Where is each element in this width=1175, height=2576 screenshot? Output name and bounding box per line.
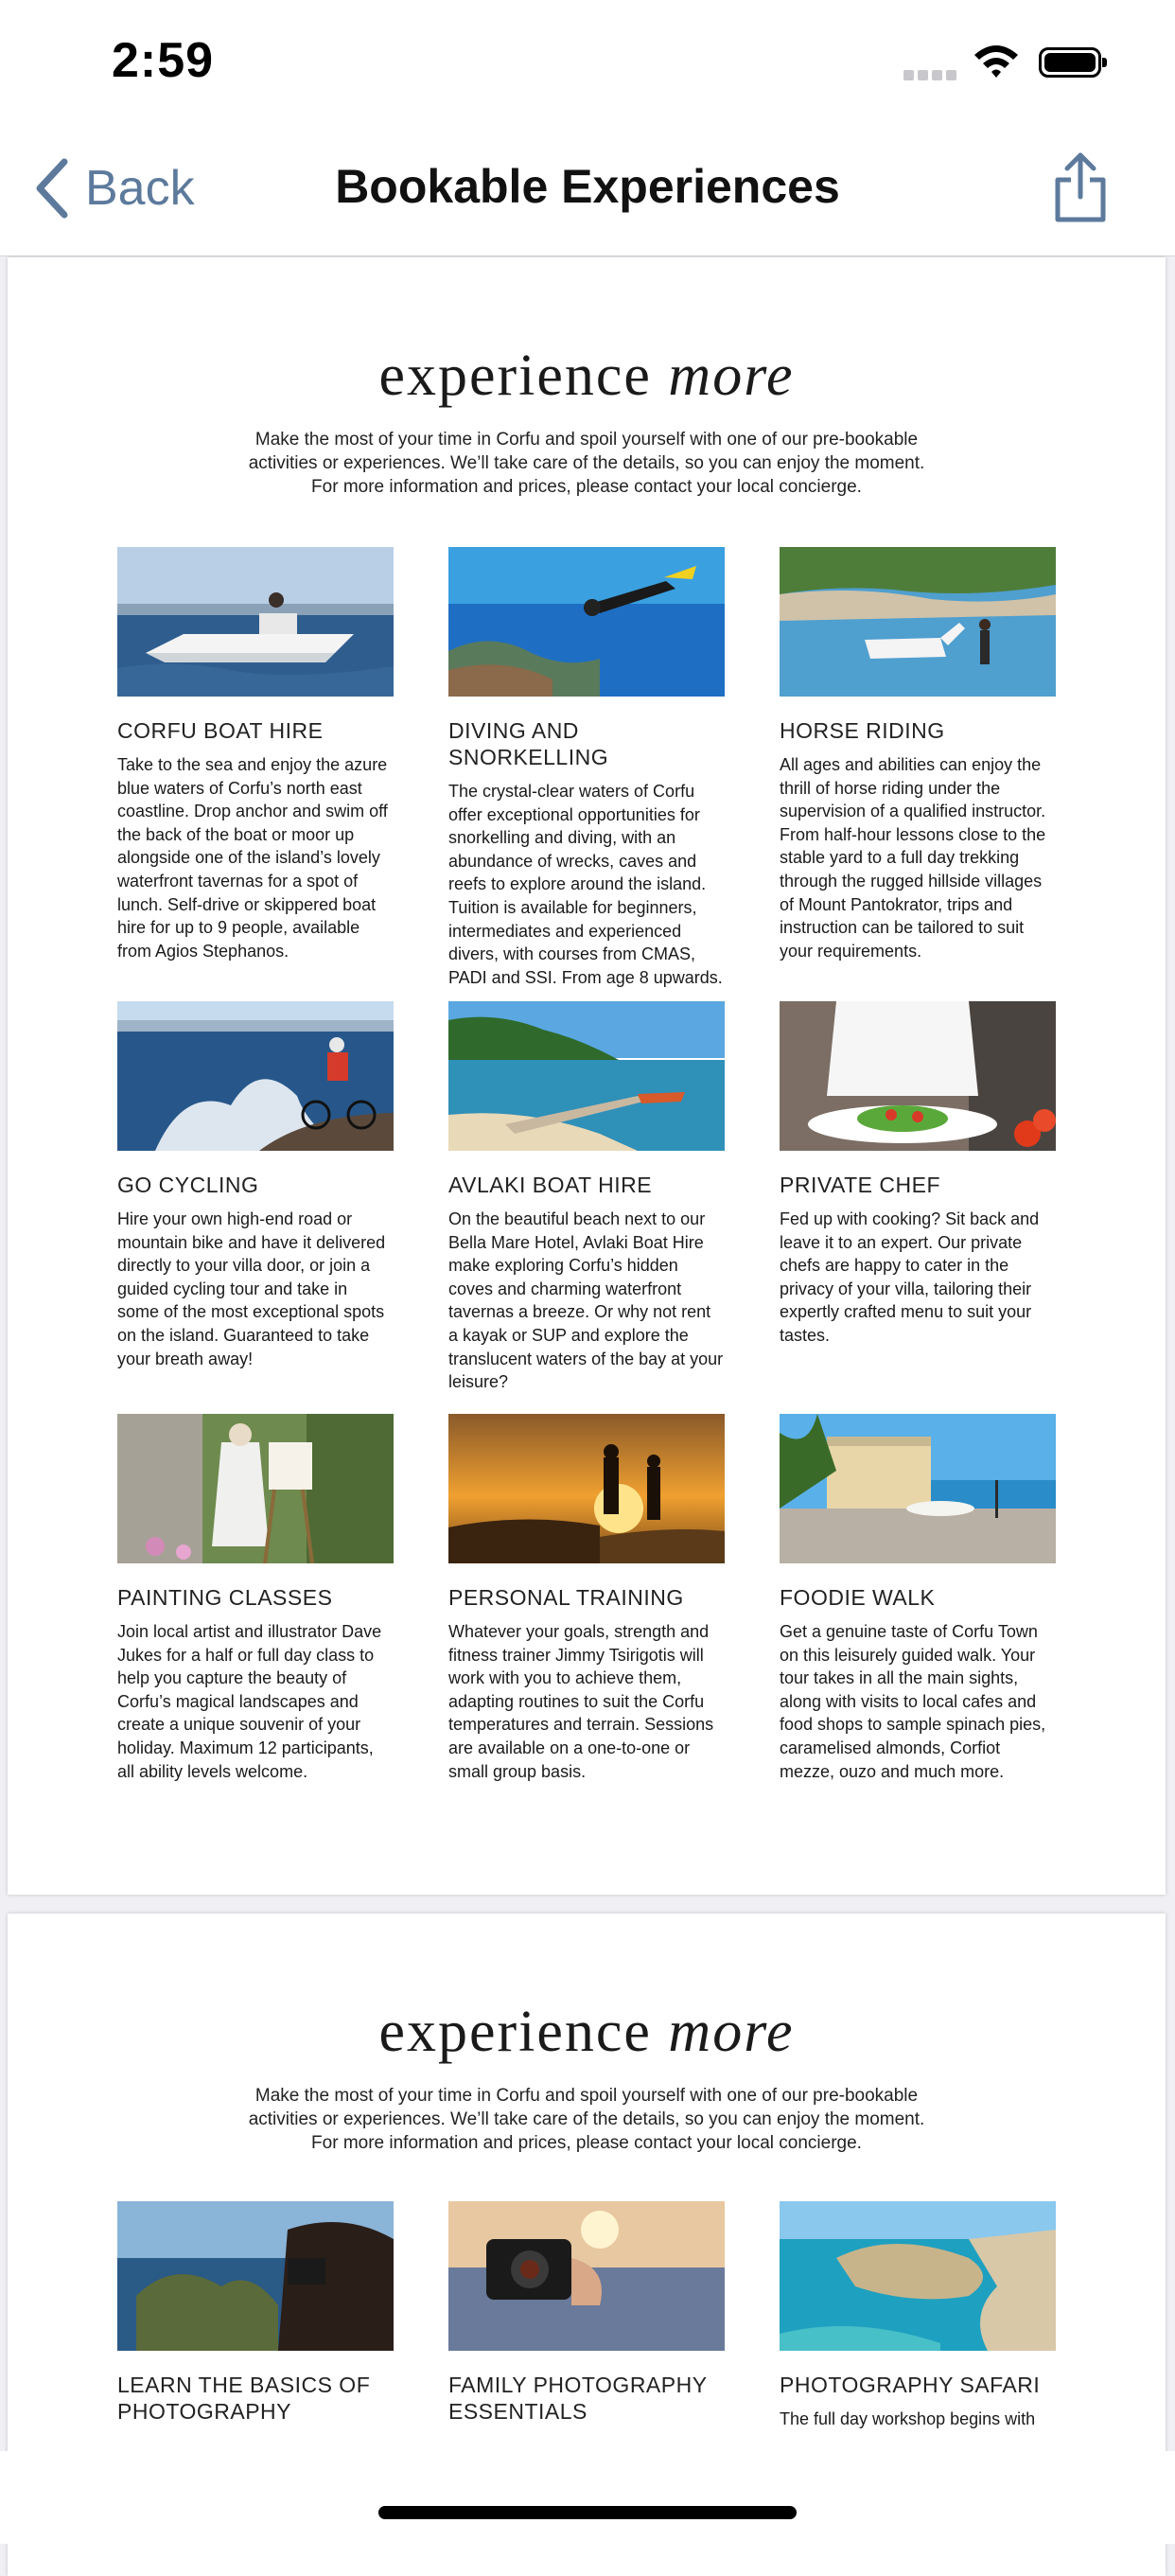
card-title: PHOTOGRAPHY SAFARI [780, 2373, 1041, 2397]
boat-jetty-photo [448, 1001, 725, 1151]
experience-card[interactable] [780, 1414, 1056, 1783]
experience-card[interactable] [780, 2201, 1056, 2431]
experience-card[interactable] [448, 547, 725, 989]
experience-card[interactable] [780, 547, 1056, 962]
card-description: All ages and abilities can enjoy the thrill of horse riding under the supervision of a qualified instructor. From half-hour lessons close to the stable yard to a full day trekking through the rugged hillside villages of Mount Pantokrator, trips and instruction can be tailored to suit your requirements. [780, 755, 1046, 961]
card-title: PERSONAL TRAINING [448, 1585, 684, 1610]
bottom-safe-area [0, 2451, 1175, 2544]
heading-regular: experience [378, 2000, 652, 2064]
card-description: The full day workshop begins with [780, 2409, 1036, 2428]
experience-card[interactable] [117, 1414, 394, 1783]
heading-italic: more [668, 344, 795, 408]
card-title: HORSE RIDING [780, 718, 945, 743]
card-description: The crystal-clear waters of Corfu offer exceptional opportunities for snorkelling and diving, with an abundance of wrecks, caves and reefs to explore around the island. Tuition is available for beginners, intermediates and experienced divers, with courses from CMAS, PADI and SSI. From age 8 upwards. [448, 782, 723, 987]
heading-italic: more [668, 2000, 795, 2064]
card-description: Fed up with cooking? Sit back and leave it to an expert. Our private chefs are happy to cater in the privacy of your villa, tailoring their expertly crafted menu to suit your tastes. [780, 1209, 1040, 1345]
card-description: Hire your own high-end road or mountain bike and have it delivered directly to your villa door, or join a guided cycling tour and take in some of the most exceptional spots on the island. Guaranteed to take your breath away! [117, 1209, 386, 1368]
intro-line: For more information and prices, please contact your local concierge. [311, 2133, 862, 2153]
cellular-signal-icon [903, 68, 960, 85]
card-title: DIVING AND SNORKELLING [448, 718, 609, 769]
page-title: Bookable Experiences [335, 160, 840, 213]
diving-photo [448, 547, 725, 697]
experience-card[interactable] [117, 1001, 394, 1370]
card-description: Get a genuine taste of Corfu Town on this leisurely guided walk. Your tour takes in all the main sights, along with visits to local cafes and food shops to sample spinach pies, caramelised almonds, Corfiot mezze, ouzo and much more. [780, 1622, 1046, 1781]
page-heading [8, 1999, 1166, 2066]
card-title: PAINTING CLASSES [117, 1585, 333, 1610]
experience-card[interactable] [448, 2201, 725, 2425]
home-indicator[interactable] [378, 2506, 797, 2519]
experience-card[interactable] [780, 1001, 1056, 1348]
painting-photo [117, 1414, 394, 1563]
card-title: FAMILY PHOTOGRAPHY ESSENTIALS [448, 2373, 708, 2424]
intro-line: For more information and prices, please contact your local concierge. [311, 477, 862, 497]
intro-text [197, 428, 976, 499]
intro-line: Make the most of your time in Corfu and spoil yourself with one of our pre-bookable [254, 430, 919, 450]
card-title: AVLAKI BOAT HIRE [448, 1173, 653, 1197]
experience-card[interactable] [117, 2201, 394, 2425]
corfu-town-photo [780, 1414, 1056, 1563]
card-description: On the beautiful beach next to our Bella Mare Hotel, Avlaki Boat Hire make exploring Corfu’s hidden coves and charming waterfront tavernas a breeze. Or why not rent a kayak or SUP and explore the translucent waters of the bay at your leisure? [448, 1209, 724, 1392]
page-heading [8, 343, 1166, 410]
navigation-bar [0, 123, 1175, 256]
card-description: Take to the sea and enjoy the azure blue waters of Corfu’s north east coastline. Drop anchor and swim off the back of the boat or moor up alongside one of the island’s lovely waterfront tavernas for a spot of lunch. Self-drive or skippered boat hire for up to 9 people, available from Agios Stephanos. [117, 755, 388, 961]
brochure-page-1 [8, 257, 1166, 1895]
photography-basics-photo [117, 2201, 394, 2351]
status-bar [0, 0, 1175, 123]
experience-card[interactable] [448, 1414, 725, 1783]
experience-card[interactable] [448, 1001, 725, 1394]
horse-photo [780, 547, 1056, 697]
card-description: Whatever your goals, strength and fitness trainer Jimmy Tsirigotis will work with you to achieve them, adapting routines to suit the Corfu temperatures and terrain. Sessions are available on a one-to-one or small group basis. [448, 1622, 714, 1781]
experience-card[interactable] [117, 547, 394, 962]
family-photography-photo [448, 2201, 725, 2351]
card-title: CORFU BOAT HIRE [117, 718, 324, 743]
intro-line: activities or experiences. We’ll take care of the details, so you can enjoy the moment. [248, 2109, 925, 2129]
card-title: PRIVATE CHEF [780, 1173, 940, 1197]
card-title: LEARN THE BASICS OF PHOTOGRAPHY [117, 2373, 371, 2424]
training-photo [448, 1414, 725, 1563]
card-title: FOODIE WALK [780, 1585, 936, 1610]
card-description: Join local artist and illustrator Dave Jukes for a half or full day class to help you capture the beauty of Corfu’s magical landscapes and create a unique souvenir of your holiday. Maximum 12 participants, all ability levels welcome. [117, 1622, 382, 1781]
battery-icon [1039, 47, 1101, 78]
chef-photo [780, 1001, 1056, 1151]
share-icon[interactable] [1050, 150, 1111, 225]
heading-regular: experience [378, 344, 652, 408]
status-time: 2:59 [112, 33, 215, 88]
photography-safari-photo [780, 2201, 1056, 2351]
intro-line: activities or experiences. We’ll take care of the details, so you can enjoy the moment. [248, 453, 925, 473]
back-label: Back [85, 161, 195, 216]
card-title: GO CYCLING [117, 1173, 259, 1197]
intro-text [197, 2084, 976, 2155]
boat-photo [117, 547, 394, 697]
intro-line: Make the most of your time in Corfu and spoil yourself with one of our pre-bookable [254, 2086, 919, 2106]
wifi-icon [973, 42, 1020, 79]
cycling-photo [117, 1001, 394, 1151]
